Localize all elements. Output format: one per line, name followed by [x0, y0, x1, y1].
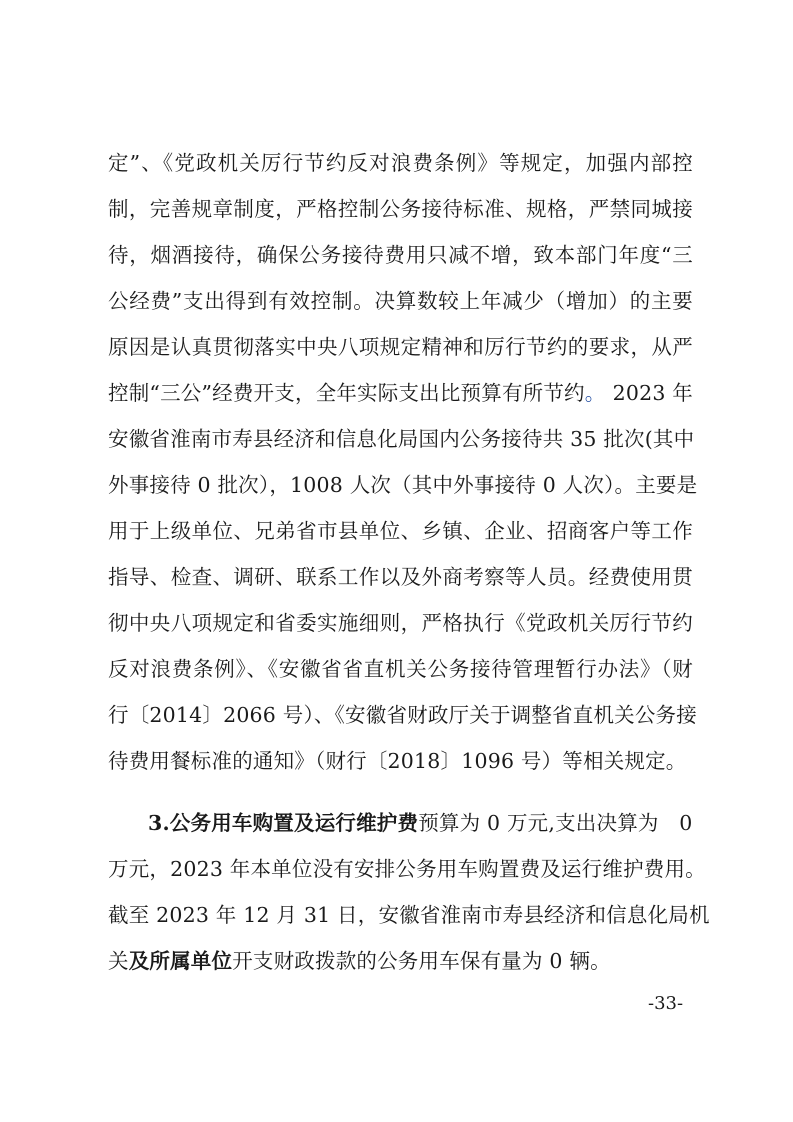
text-line: 原因是认真贯彻落实中央八项规定精神和厉行节约的要求，从严 — [108, 335, 693, 359]
text-segment: 预算为 0 万元,支出决算为 0 — [418, 811, 693, 835]
text-line — [108, 376, 693, 410]
text-line: 待，烟酒接待，确保公务接待费用只减不增，致本部门年度“三 — [108, 243, 693, 267]
text-line: 定”、《党政机关厉行节约反对浪费条例》等规定，加强内部控 — [108, 151, 693, 175]
text-line: 指导、检查、调研、联系工作以及外商考察等人员。经费使用贯 — [108, 565, 693, 589]
text-line: 彻中央八项规定和省委实施细则，严格执行《党政机关厉行节约 — [108, 611, 693, 635]
period-mark: 。 — [584, 381, 606, 405]
text-line: 待费用餐标准的通知》（财行〔2018〕1096 号）等相关规定。 — [108, 749, 687, 773]
text-segment: 开支财政拨款的公务用车保有量为 0 辆。 — [232, 949, 611, 973]
text-line: 截至 2023 年 12 月 31 日，安徽省淮南市寿县经济和信息化局机 — [108, 903, 710, 927]
text-segment: 关 — [108, 949, 129, 973]
section-heading: 3.公务用车购置及运行维护费 — [148, 811, 419, 835]
bold-text: 及所属单位 — [128, 949, 233, 973]
text-segment: 控制“三公”经费开支，全年实际支出比预算有所节约 — [108, 381, 585, 405]
text-line: 用于上级单位、兄弟省市县单位、乡镇、企业、招商客户等工作 — [108, 519, 693, 543]
text-line: 行〔2014〕2066 号）、《安徽省财政厅关于调整省直机关公务接 — [108, 703, 697, 727]
text-line: 外事接待 0 批次），1008 人次（其中外事接待 0 人次）。主要是 — [108, 473, 698, 497]
page-number: -33- — [648, 993, 684, 1014]
text-segment: 2023 年 — [612, 381, 693, 405]
text-line: 万元，2023 年本单位没有安排公务用车购置费及运行维护费用。 — [108, 857, 706, 881]
text-line: 制，完善规章制度，严格控制公务接待标准、规格，严禁同城接 — [108, 197, 693, 221]
text-line: 反对浪费条例》、《安徽省省直机关公务接待管理暂行办法》（财 — [108, 657, 693, 681]
text-line: 安徽省淮南市寿县经济和信息化局国内公务接待共 35 批次(其中 — [108, 427, 695, 451]
text-line — [148, 806, 693, 840]
text-line — [108, 944, 611, 978]
text-line: 公经费”支出得到有效控制。决算数较上年减少（增加）的主要 — [108, 289, 693, 313]
